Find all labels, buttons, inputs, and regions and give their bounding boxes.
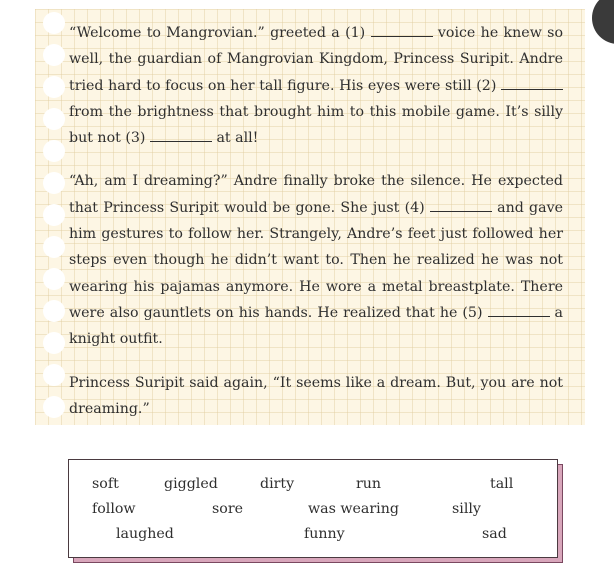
blank-1 <box>371 24 433 37</box>
paragraph-1-text-c: from the brightness that brought him to this mobile game. It’s silly but not (3) <box>69 103 563 147</box>
binder-hole <box>43 44 65 66</box>
binder-hole <box>43 12 65 34</box>
word-bank-item: run <box>356 476 382 492</box>
binder-hole <box>43 108 65 130</box>
binder-hole <box>43 268 65 290</box>
word-bank-item: giggled <box>164 476 218 492</box>
binder-hole <box>43 204 65 226</box>
blank-2 <box>501 77 563 90</box>
word-bank-item: soft <box>92 476 119 492</box>
word-bank-item: was wearing <box>308 501 399 517</box>
binder-hole <box>43 364 65 386</box>
word-bank-item: silly <box>452 501 481 517</box>
word-bank-item: laughed <box>116 526 174 542</box>
binder-hole <box>43 300 65 322</box>
binder-hole <box>43 236 65 258</box>
binder-hole <box>43 140 65 162</box>
word-bank-item: dirty <box>260 476 295 492</box>
word-bank-item: tall <box>490 476 514 492</box>
binder-hole <box>43 332 65 354</box>
corner-decoration <box>592 0 614 44</box>
binder-hole <box>43 396 65 418</box>
paragraph-1 <box>69 20 563 151</box>
blank-3 <box>150 129 212 142</box>
word-bank-item: sad <box>482 526 507 542</box>
word-bank-item: follow <box>92 501 136 517</box>
paragraph-1-text-b: voice he knew so well, the guardian of Mangrovian Kingdom, Princess Suripit. Andre tried hard to focus on her tall figure. His eyes were still (2) <box>69 25 564 94</box>
blank-5 <box>488 304 550 317</box>
paragraph-3: Princess Suripit said again, “It seems like a dream. But, you are not dreaming.” <box>69 374 563 417</box>
word-bank <box>68 459 558 558</box>
blank-4 <box>430 199 492 212</box>
paragraph-2-text-c: a knight outfit. <box>69 304 564 348</box>
word-bank-item: funny <box>304 526 345 542</box>
binder-hole <box>43 172 65 194</box>
word-bank-item: sore <box>212 501 244 517</box>
paragraph-2-text-a: “Ah, am I dreaming?” Andre finally broke the silence. He expected that Princess Suripit would be gone. She just (4) <box>69 173 563 216</box>
binder-holes <box>43 0 67 425</box>
paragraph-1-text-d: at all! <box>216 130 259 147</box>
story-passage <box>69 20 563 439</box>
paragraph-2 <box>69 168 563 352</box>
paragraph-1-text-a: “Welcome to Mangrovian.” greeted a (1) <box>69 25 366 41</box>
paragraph-2-text-b: and gave him gestures to follow her. Strangely, Andre’s feet just followed her steps even though he didn’t want to. Then he realized he was not wearing his pajamas anymore. He wore a metal breastplate. There were also gauntlets on his hands. He realized that he (5) <box>69 199 564 321</box>
binder-hole <box>43 76 65 98</box>
